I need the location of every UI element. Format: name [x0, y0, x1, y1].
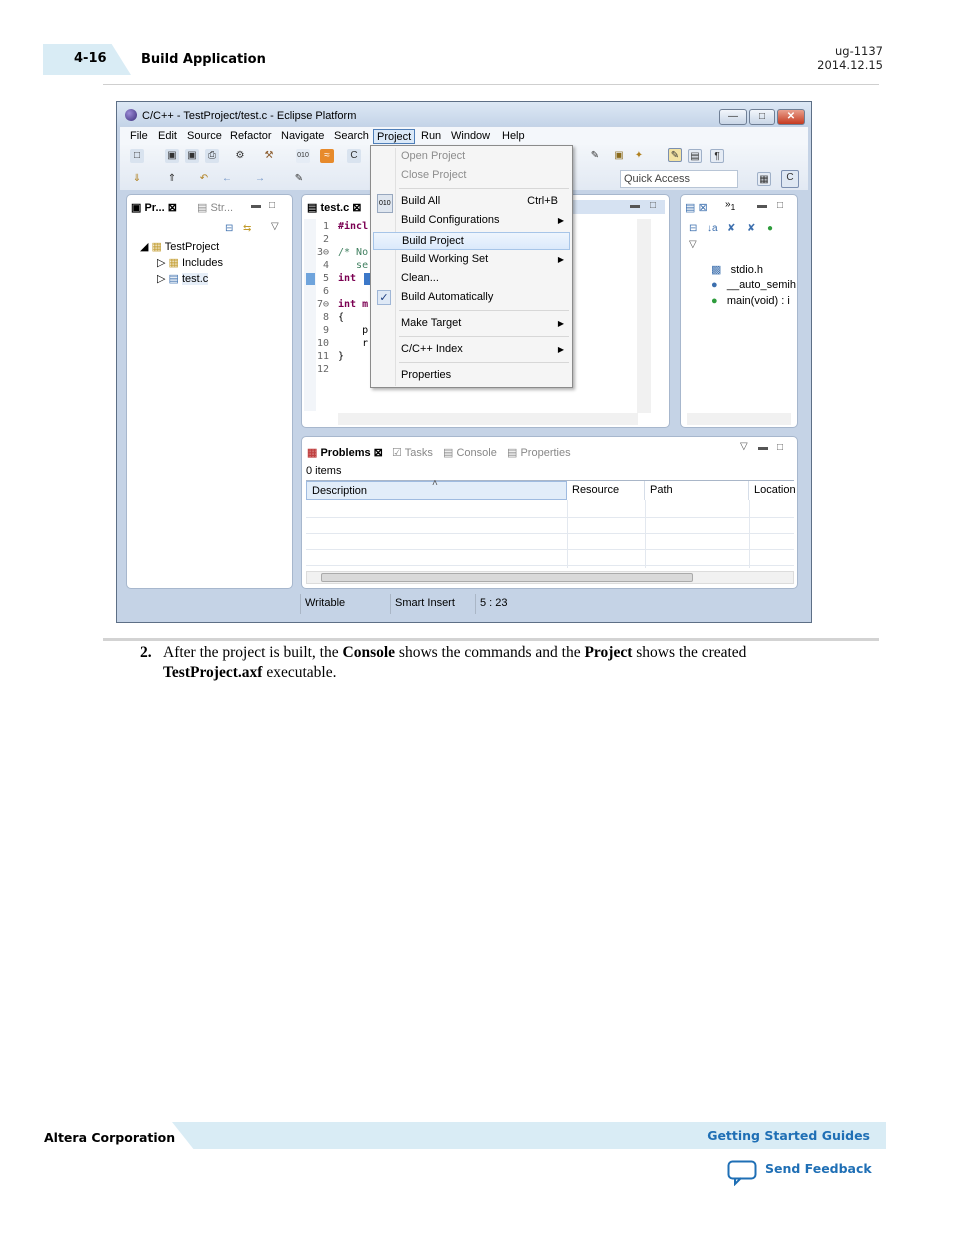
link-editor-icon[interactable]: ⇆: [243, 223, 252, 234]
menu-separator: [399, 362, 569, 363]
sort-indicator-icon: ˄: [432, 478, 438, 489]
include-icon: ▩: [711, 264, 722, 276]
maximize-icon[interactable]: □: [749, 109, 775, 125]
send-feedback-link[interactable]: Send Feedback: [765, 1161, 872, 1176]
tab-project-explorer[interactable]: ▣ Pr... ⊠: [131, 202, 177, 214]
line-number: 10: [316, 338, 329, 349]
code-line[interactable]: r: [338, 338, 369, 349]
code-line[interactable]: p: [338, 325, 369, 336]
line-number: 8: [322, 312, 329, 323]
getting-started-guides-link[interactable]: Getting Started Guides: [707, 1128, 870, 1143]
line-number: 11: [316, 351, 329, 362]
menu-separator: [399, 336, 569, 337]
tree-item-test-c[interactable]: ▷ ▤ test.c: [157, 273, 209, 285]
project-explorer-panel: [126, 194, 293, 589]
more-views-icon[interactable]: $»_1$: [725, 199, 736, 212]
menu-search[interactable]: Search: [334, 130, 369, 142]
footer-company: Altera Corporation: [44, 1130, 176, 1145]
tab-outline[interactable]: ▤ ⊠: [685, 202, 708, 214]
menu-item-open-project[interactable]: Open Project: [401, 150, 466, 162]
window-title: C/C++ - TestProject/test.c - Eclipse Platform: [142, 110, 357, 122]
menu-item-close-project[interactable]: Close Project: [401, 169, 467, 181]
outline-maximize-icon[interactable]: □: [777, 200, 784, 211]
outline-panel: [680, 194, 798, 428]
status-bar: [120, 592, 808, 620]
folder-open-icon[interactable]: ▣: [614, 150, 624, 161]
submenu-arrow-icon: ▶: [557, 319, 564, 328]
section-number: 4-16: [74, 51, 107, 66]
outline-item-auto-semih[interactable]: ● __auto_semih: [711, 279, 796, 291]
doc-id: ug-1137: [834, 44, 883, 58]
menu-file[interactable]: File: [130, 130, 148, 142]
c-file-icon: ▤: [168, 273, 179, 285]
menu-item-properties[interactable]: Properties: [401, 369, 452, 381]
menu-item-clean[interactable]: Clean...: [401, 272, 439, 284]
editor-minimize-icon[interactable]: ▬: [630, 200, 640, 211]
problems-view-menu-icon[interactable]: ▽: [740, 441, 748, 452]
outline-item-stdio[interactable]: ▩ stdio.h: [711, 264, 763, 276]
tree-item-testproject[interactable]: ◢ ▦ TestProject: [140, 241, 220, 253]
tab-console[interactable]: ▤ Console: [443, 447, 497, 459]
line-number: 3⊖: [316, 247, 329, 258]
pin-icon[interactable]: ✎: [590, 150, 600, 161]
step-number: 2.: [140, 644, 152, 661]
collapse-all-icon[interactable]: ⊟: [225, 223, 234, 234]
column-divider: [645, 500, 646, 568]
console-icon: ▤: [443, 447, 454, 459]
build-hammer-icon[interactable]: ⚒: [264, 150, 274, 161]
pin-editor-icon[interactable]: ✎: [294, 173, 304, 184]
includes-folder-icon: ▦: [168, 257, 179, 269]
code-line[interactable]: se: [338, 260, 369, 271]
outline-item-main[interactable]: ● main(void) : i: [711, 295, 790, 307]
doc-info: [817, 44, 883, 72]
code-line[interactable]: }: [338, 351, 345, 362]
save-icon[interactable]: ▣: [165, 149, 179, 163]
column-divider: [749, 500, 750, 568]
doc-date: 2014.12.15: [817, 58, 883, 72]
problems-table: [306, 478, 796, 569]
save-all-icon[interactable]: ▣: [185, 149, 199, 163]
menu-navigate[interactable]: Navigate: [281, 130, 325, 142]
hide-static-icon[interactable]: ✘: [747, 223, 756, 234]
editor-maximize-icon[interactable]: □: [650, 200, 657, 211]
eclipse-screenshot: [116, 101, 812, 623]
menu-source[interactable]: Source: [187, 130, 222, 142]
editor-hscroll[interactable]: [338, 413, 638, 425]
col-resource[interactable]: Resource: [567, 481, 645, 500]
col-path[interactable]: Path: [645, 481, 749, 500]
new-class-icon[interactable]: C: [347, 149, 361, 163]
code-line[interactable]: int m: [338, 299, 369, 310]
cpp-perspective-icon[interactable]: C: [781, 170, 799, 188]
settings-icon[interactable]: ⚙: [235, 150, 245, 161]
problems-minimize-icon[interactable]: ▬: [758, 442, 768, 453]
col-location[interactable]: Location: [754, 484, 796, 496]
status-separator: [390, 594, 391, 614]
code-line[interactable]: int: [338, 273, 363, 284]
status-separator: [475, 594, 476, 614]
checkmark-icon: ✓: [377, 290, 391, 305]
tab-properties[interactable]: ▤ Properties: [507, 447, 571, 459]
new-icon[interactable]: □: [130, 149, 144, 163]
variable-icon: ●: [711, 279, 718, 291]
problems-hscroll[interactable]: [306, 571, 794, 584]
menu-item-build-all[interactable]: 010 Build All Ctrl+B: [371, 193, 572, 211]
outline-collapse-icon[interactable]: ⊟: [689, 223, 698, 234]
status-cursor-position: 5 : 23: [480, 597, 508, 609]
line-number: 9: [322, 325, 329, 336]
close-icon[interactable]: ✕: [777, 109, 805, 125]
menu-refactor[interactable]: Refactor: [230, 130, 272, 142]
outline-view-menu-icon[interactable]: ▽: [689, 239, 697, 250]
table-row: [306, 517, 794, 518]
line-number: 1: [322, 221, 329, 232]
step-divider: [103, 638, 879, 641]
pilcrow-icon[interactable]: ¶: [710, 149, 724, 163]
menu-item-cpp-index[interactable]: C/C++ Index ▶: [371, 341, 572, 359]
wand-icon[interactable]: ✦: [634, 150, 644, 161]
forward-icon[interactable]: →: [255, 173, 265, 184]
menu-window[interactable]: Window: [451, 130, 491, 142]
scroll-thumb[interactable]: [321, 573, 693, 582]
table-row: [306, 565, 794, 566]
tab-test-c[interactable]: ▤ test.c ⊠: [307, 202, 362, 214]
eclipse-logo-icon: [125, 109, 137, 121]
submenu-arrow-icon: ▶: [557, 255, 564, 264]
line-number: 6: [322, 286, 329, 297]
problems-count: 0 items: [306, 465, 342, 477]
highlight-icon[interactable]: ✎: [668, 148, 682, 162]
header-rule: [103, 84, 879, 85]
code-line[interactable]: #incl: [338, 221, 369, 232]
menu-edit[interactable]: Edit: [158, 130, 177, 142]
status-writable: Writable: [305, 597, 346, 609]
problems-panel: [301, 436, 798, 589]
menu-item-build-working-set[interactable]: Build Working Set ▶: [371, 251, 572, 269]
print-icon[interactable]: ⎙: [205, 149, 219, 163]
code-line[interactable]: /* No: [338, 247, 369, 258]
view-menu-icon[interactable]: ▽: [271, 221, 279, 232]
menu-item-build-project[interactable]: Build Project: [373, 232, 570, 250]
table-row: [306, 549, 794, 550]
rss-icon[interactable]: ≈: [320, 149, 334, 163]
tab-problems[interactable]: ▦ Problems ⊠: [307, 447, 383, 459]
submenu-arrow-icon: ▶: [557, 345, 564, 354]
tree-item-includes[interactable]: ▷ ▦ Includes: [157, 257, 223, 269]
menubar: [120, 127, 808, 145]
status-separator: [300, 594, 301, 614]
outline-hscroll[interactable]: [687, 413, 791, 425]
line-number: 7⊖: [316, 299, 329, 310]
menu-project[interactable]: Project: [373, 129, 415, 144]
line-number: 5: [322, 273, 329, 284]
code-line[interactable]: {: [338, 312, 345, 323]
minimize-icon[interactable]: —: [719, 109, 747, 125]
maximize-view-icon[interactable]: □: [269, 200, 276, 211]
project-folder-icon: ▦: [151, 241, 162, 253]
build-all-icon: 010: [377, 194, 393, 213]
line-number: 2: [322, 234, 329, 245]
menu-separator: [399, 310, 569, 311]
hide-fields-icon[interactable]: ✘: [727, 223, 736, 234]
open-perspective-icon[interactable]: ▦: [757, 172, 771, 186]
quick-access-input[interactable]: Quick Access: [620, 170, 738, 188]
table-row: [306, 533, 794, 534]
tasks-icon: ☑: [392, 447, 402, 459]
window-titlebar: [117, 102, 811, 126]
back-icon[interactable]: ←: [222, 173, 232, 184]
hide-nonpublic-icon[interactable]: ●: [767, 223, 774, 234]
feedback-bubble-icon[interactable]: [727, 1160, 757, 1186]
column-divider: [567, 500, 568, 568]
binary-icon[interactable]: 010: [296, 149, 310, 163]
menu-run[interactable]: Run: [421, 130, 442, 142]
menu-help[interactable]: Help: [502, 130, 525, 142]
status-insert-mode: Smart Insert: [395, 597, 455, 609]
menu-separator: [399, 188, 569, 189]
sort-az-icon[interactable]: ↓a: [707, 223, 718, 234]
submenu-arrow-icon: ▶: [557, 216, 564, 225]
line-number: 12: [316, 364, 329, 375]
prev-annotation-icon[interactable]: ⇑: [167, 173, 177, 184]
problems-icon: ▦: [307, 447, 318, 459]
last-edit-icon[interactable]: ↶: [199, 173, 209, 184]
menu-item-build-configurations[interactable]: Build Configurations ▶: [371, 212, 572, 230]
tab-structure[interactable]: ▤ Str...: [197, 202, 234, 214]
properties-icon: ▤: [507, 447, 518, 459]
col-description[interactable]: Description: [306, 481, 567, 500]
line-number: 4: [322, 260, 329, 271]
problems-maximize-icon[interactable]: □: [777, 442, 784, 453]
menu-item-make-target[interactable]: Make Target ▶: [371, 315, 572, 333]
project-menu: [370, 145, 573, 388]
outline-minimize-icon[interactable]: ▬: [757, 200, 767, 211]
next-annotation-icon[interactable]: ⇓: [132, 173, 142, 184]
minimize-view-icon[interactable]: ▬: [251, 200, 261, 211]
editor-vscroll[interactable]: [637, 219, 651, 413]
section-title: Build Application: [141, 52, 266, 67]
function-icon: ●: [711, 295, 718, 307]
tab-tasks[interactable]: ☑ Tasks: [392, 447, 433, 459]
step-text: After the project is built, the Console shows the commands and the Project shows the created TestProject.axf executable.: [163, 644, 747, 681]
menu-item-build-automatically[interactable]: ✓ Build Automatically: [371, 289, 572, 307]
block-icon[interactable]: ▤: [688, 149, 702, 163]
